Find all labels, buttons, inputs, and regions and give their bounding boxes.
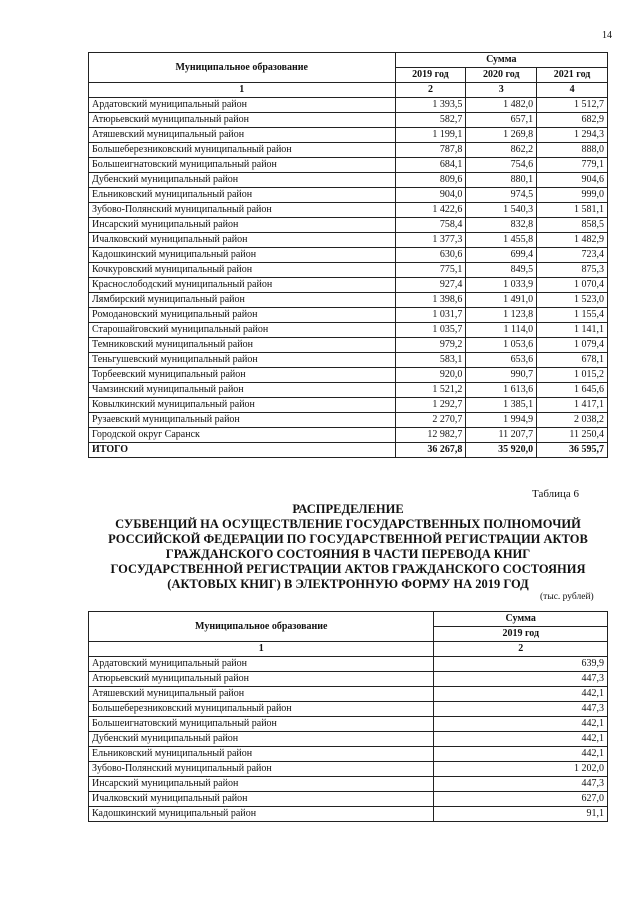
municipality-name: Теньгушевский муниципальный район bbox=[89, 353, 396, 368]
amount-cell: 447,3 bbox=[434, 777, 608, 792]
units-label: (тыс. рублей) bbox=[540, 592, 594, 602]
title-line: (АКТОВЫХ КНИГ) В ЭЛЕКТРОННУЮ ФОРМУ НА 2019 ГОД bbox=[167, 577, 529, 591]
title-line: РАСПРЕДЕЛЕНИЕ bbox=[292, 502, 404, 516]
municipality-name: Ельниковский муниципальный район bbox=[89, 747, 434, 762]
municipality-name: Ичалковский муниципальный район bbox=[89, 792, 434, 807]
amount-cell: 1 512,7 bbox=[537, 98, 608, 113]
table-row bbox=[89, 762, 608, 777]
table-label: Таблица 6 bbox=[532, 488, 580, 500]
title-line: ГРАЖДАНСКОГО СОСТОЯНИЯ В ЧАСТИ ПЕРЕВОДА КНИГ bbox=[165, 547, 531, 561]
municipality-name: Большеберезниковский муниципальный район bbox=[89, 143, 396, 158]
title-line: РОССИЙСКОЙ ФЕДЕРАЦИИ ПО ГОСУДАРСТВЕННОЙ РЕГИСТРАЦИИ АКТОВ bbox=[108, 532, 588, 546]
municipality-name: Дубенский муниципальный район bbox=[89, 732, 434, 747]
table-row bbox=[89, 263, 608, 278]
amount-cell: 1 269,8 bbox=[466, 128, 537, 143]
header-municipality: Муниципальное образование bbox=[89, 53, 396, 83]
header-municipality: Муниципальное образование bbox=[89, 612, 434, 642]
amount-cell: 779,1 bbox=[537, 158, 608, 173]
table-row bbox=[89, 792, 608, 807]
amount-cell: 1 422,6 bbox=[395, 203, 466, 218]
header-year-2020: 2020 год bbox=[466, 68, 537, 83]
amount-cell: 442,1 bbox=[434, 717, 608, 732]
amount-cell: 630,6 bbox=[395, 248, 466, 263]
amount-cell: 1 393,5 bbox=[395, 98, 466, 113]
amount-cell: 1 994,9 bbox=[466, 413, 537, 428]
col-number-2: 2 bbox=[395, 83, 466, 98]
amount-cell: 1 398,6 bbox=[395, 293, 466, 308]
table-row bbox=[89, 672, 608, 687]
municipality-name: Ельниковский муниципальный район bbox=[89, 188, 396, 203]
table-row bbox=[89, 248, 608, 263]
amount-cell: 684,1 bbox=[395, 158, 466, 173]
amount-cell: 1 031,7 bbox=[395, 308, 466, 323]
amount-cell: 1 385,1 bbox=[466, 398, 537, 413]
subvention-table-2019 bbox=[88, 611, 608, 822]
amount-cell: 723,4 bbox=[537, 248, 608, 263]
amount-cell: 974,5 bbox=[466, 188, 537, 203]
amount-cell: 653,6 bbox=[466, 353, 537, 368]
amount-cell: 787,8 bbox=[395, 143, 466, 158]
title-line: СУБВЕНЦИЙ НА ОСУЩЕСТВЛЕНИЕ ГОСУДАРСТВЕННЫХ ПОЛНОМОЧИЙ bbox=[115, 517, 581, 531]
municipality-name: Старошайговский муниципальный район bbox=[89, 323, 396, 338]
amount-cell: 1 123,8 bbox=[466, 308, 537, 323]
amount-cell: 1 053,6 bbox=[466, 338, 537, 353]
table-row bbox=[89, 428, 608, 443]
amount-cell: 809,6 bbox=[395, 173, 466, 188]
table-row bbox=[89, 308, 608, 323]
table-row bbox=[89, 203, 608, 218]
table-row bbox=[89, 368, 608, 383]
table-row bbox=[89, 233, 608, 248]
municipality-name: Кадошкинский муниципальный район bbox=[89, 248, 396, 263]
amount-cell: 1 491,0 bbox=[466, 293, 537, 308]
table-row bbox=[89, 293, 608, 308]
municipality-name: Зубово-Полянский муниципальный район bbox=[89, 203, 396, 218]
table-row bbox=[89, 188, 608, 203]
amount-cell: 1 033,9 bbox=[466, 278, 537, 293]
amount-cell: 832,8 bbox=[466, 218, 537, 233]
amount-cell: 1 645,6 bbox=[537, 383, 608, 398]
amount-cell: 1 202,0 bbox=[434, 762, 608, 777]
municipality-name: Чамзинский муниципальный район bbox=[89, 383, 396, 398]
amount-cell: 11 207,7 bbox=[466, 428, 537, 443]
amount-cell: 904,0 bbox=[395, 188, 466, 203]
municipality-name: Инсарский муниципальный район bbox=[89, 218, 396, 233]
amount-cell: 1 079,4 bbox=[537, 338, 608, 353]
municipality-name: Темниковский муниципальный район bbox=[89, 338, 396, 353]
amount-cell: 442,1 bbox=[434, 747, 608, 762]
amount-cell: 2 038,2 bbox=[537, 413, 608, 428]
amount-cell: 582,7 bbox=[395, 113, 466, 128]
municipality-name: Городской округ Саранск bbox=[89, 428, 396, 443]
amount-cell: 678,1 bbox=[537, 353, 608, 368]
amount-cell: 1 482,0 bbox=[466, 98, 537, 113]
amount-cell: 639,9 bbox=[434, 657, 608, 672]
amount-cell: 91,1 bbox=[434, 807, 608, 822]
amount-cell: 927,4 bbox=[395, 278, 466, 293]
header-year-2019: 2019 год bbox=[395, 68, 466, 83]
municipality-name: Атяшевский муниципальный район bbox=[89, 128, 396, 143]
amount-cell: 862,2 bbox=[466, 143, 537, 158]
header-sum: Сумма bbox=[395, 53, 607, 68]
total-row bbox=[89, 443, 608, 458]
amount-cell: 1 292,7 bbox=[395, 398, 466, 413]
amount-cell: 1 114,0 bbox=[466, 323, 537, 338]
amount-cell: 880,1 bbox=[466, 173, 537, 188]
amount-cell: 754,6 bbox=[466, 158, 537, 173]
col-number-2: 2 bbox=[434, 642, 608, 657]
municipality-name: Ичалковский муниципальный район bbox=[89, 233, 396, 248]
municipality-name: Ардатовский муниципальный район bbox=[89, 657, 434, 672]
amount-cell: 583,1 bbox=[395, 353, 466, 368]
municipality-name: Кадошкинский муниципальный район bbox=[89, 807, 434, 822]
table-row bbox=[89, 278, 608, 293]
municipality-name: Торбеевский муниципальный район bbox=[89, 368, 396, 383]
municipality-name: Инсарский муниципальный район bbox=[89, 777, 434, 792]
table-row bbox=[89, 218, 608, 233]
table-row bbox=[89, 98, 608, 113]
amount-cell: 1 613,6 bbox=[466, 383, 537, 398]
total-amount: 36 595,7 bbox=[537, 443, 608, 458]
amount-cell: 442,1 bbox=[434, 687, 608, 702]
header-sum: Сумма bbox=[434, 612, 608, 627]
municipality-name: Большеигнатовский муниципальный район bbox=[89, 717, 434, 732]
amount-cell: 920,0 bbox=[395, 368, 466, 383]
amount-cell: 2 270,7 bbox=[395, 413, 466, 428]
table-row bbox=[89, 717, 608, 732]
table-row bbox=[89, 353, 608, 368]
amount-cell: 888,0 bbox=[537, 143, 608, 158]
amount-cell: 1 482,9 bbox=[537, 233, 608, 248]
amount-cell: 447,3 bbox=[434, 672, 608, 687]
table-row bbox=[89, 158, 608, 173]
total-amount: 35 920,0 bbox=[466, 443, 537, 458]
col-number-1: 1 bbox=[89, 642, 434, 657]
amount-cell: 447,3 bbox=[434, 702, 608, 717]
table-row bbox=[89, 747, 608, 762]
amount-cell: 979,2 bbox=[395, 338, 466, 353]
table-row bbox=[89, 702, 608, 717]
table-row bbox=[89, 807, 608, 822]
municipality-name: Ковылкинский муниципальный район bbox=[89, 398, 396, 413]
amount-cell: 11 250,4 bbox=[537, 428, 608, 443]
municipality-name: Ромодановский муниципальный район bbox=[89, 308, 396, 323]
table-row bbox=[89, 338, 608, 353]
municipality-name: Атюрьевский муниципальный район bbox=[89, 672, 434, 687]
table-row bbox=[89, 128, 608, 143]
amount-cell: 904,6 bbox=[537, 173, 608, 188]
amount-cell: 627,0 bbox=[434, 792, 608, 807]
amount-cell: 1 155,4 bbox=[537, 308, 608, 323]
col-number-4: 4 bbox=[537, 83, 608, 98]
amount-cell: 1 377,3 bbox=[395, 233, 466, 248]
table-row bbox=[89, 398, 608, 413]
total-amount: 36 267,8 bbox=[395, 443, 466, 458]
amount-cell: 775,1 bbox=[395, 263, 466, 278]
municipality-name: Лямбирский муниципальный район bbox=[89, 293, 396, 308]
table-row bbox=[89, 657, 608, 672]
col-number-1: 1 bbox=[89, 83, 396, 98]
table-row bbox=[89, 732, 608, 747]
amount-cell: 875,3 bbox=[537, 263, 608, 278]
table-row bbox=[89, 383, 608, 398]
table-row bbox=[89, 173, 608, 188]
municipality-name: Рузаевский муниципальный район bbox=[89, 413, 396, 428]
amount-cell: 1 199,1 bbox=[395, 128, 466, 143]
municipality-name: Атюрьевский муниципальный район bbox=[89, 113, 396, 128]
page-number: 14 bbox=[602, 30, 612, 41]
table-row bbox=[89, 113, 608, 128]
table-row bbox=[89, 777, 608, 792]
amount-cell: 1 540,3 bbox=[466, 203, 537, 218]
amount-cell: 758,4 bbox=[395, 218, 466, 233]
municipality-name: Большеберезниковский муниципальный район bbox=[89, 702, 434, 717]
amount-cell: 1 035,7 bbox=[395, 323, 466, 338]
total-label: ИТОГО bbox=[89, 443, 396, 458]
municipality-name: Ардатовский муниципальный район bbox=[89, 98, 396, 113]
municipality-name: Зубово-Полянский муниципальный район bbox=[89, 762, 434, 777]
title-line: ГОСУДАРСТВЕННОЙ РЕГИСТРАЦИИ АКТОВ ГРАЖДАНСКОГО СОСТОЯНИЯ bbox=[110, 562, 586, 576]
amount-cell: 999,0 bbox=[537, 188, 608, 203]
amount-cell: 1 581,1 bbox=[537, 203, 608, 218]
amount-cell: 1 455,8 bbox=[466, 233, 537, 248]
amount-cell: 990,7 bbox=[466, 368, 537, 383]
table-row bbox=[89, 143, 608, 158]
amount-cell: 699,4 bbox=[466, 248, 537, 263]
amount-cell: 1 521,2 bbox=[395, 383, 466, 398]
municipality-name: Краснослободский муниципальный район bbox=[89, 278, 396, 293]
amount-cell: 1 523,0 bbox=[537, 293, 608, 308]
amount-cell: 1 141,1 bbox=[537, 323, 608, 338]
table-row bbox=[89, 687, 608, 702]
amount-cell: 12 982,7 bbox=[395, 428, 466, 443]
municipality-name: Атяшевский муниципальный район bbox=[89, 687, 434, 702]
amount-cell: 682,9 bbox=[537, 113, 608, 128]
table-row bbox=[89, 323, 608, 338]
distribution-title bbox=[88, 502, 608, 592]
amount-cell: 442,1 bbox=[434, 732, 608, 747]
municipality-name: Большеигнатовский муниципальный район bbox=[89, 158, 396, 173]
subvention-table-2019-2021 bbox=[88, 52, 608, 458]
header-year-2021: 2021 год bbox=[537, 68, 608, 83]
amount-cell: 1 015,2 bbox=[537, 368, 608, 383]
table-row bbox=[89, 413, 608, 428]
amount-cell: 1 417,1 bbox=[537, 398, 608, 413]
amount-cell: 657,1 bbox=[466, 113, 537, 128]
col-number-3: 3 bbox=[466, 83, 537, 98]
header-year-2019: 2019 год bbox=[434, 627, 608, 642]
amount-cell: 849,5 bbox=[466, 263, 537, 278]
amount-cell: 858,5 bbox=[537, 218, 608, 233]
municipality-name: Кочкуровский муниципальный район bbox=[89, 263, 396, 278]
amount-cell: 1 294,3 bbox=[537, 128, 608, 143]
municipality-name: Дубенский муниципальный район bbox=[89, 173, 396, 188]
amount-cell: 1 070,4 bbox=[537, 278, 608, 293]
